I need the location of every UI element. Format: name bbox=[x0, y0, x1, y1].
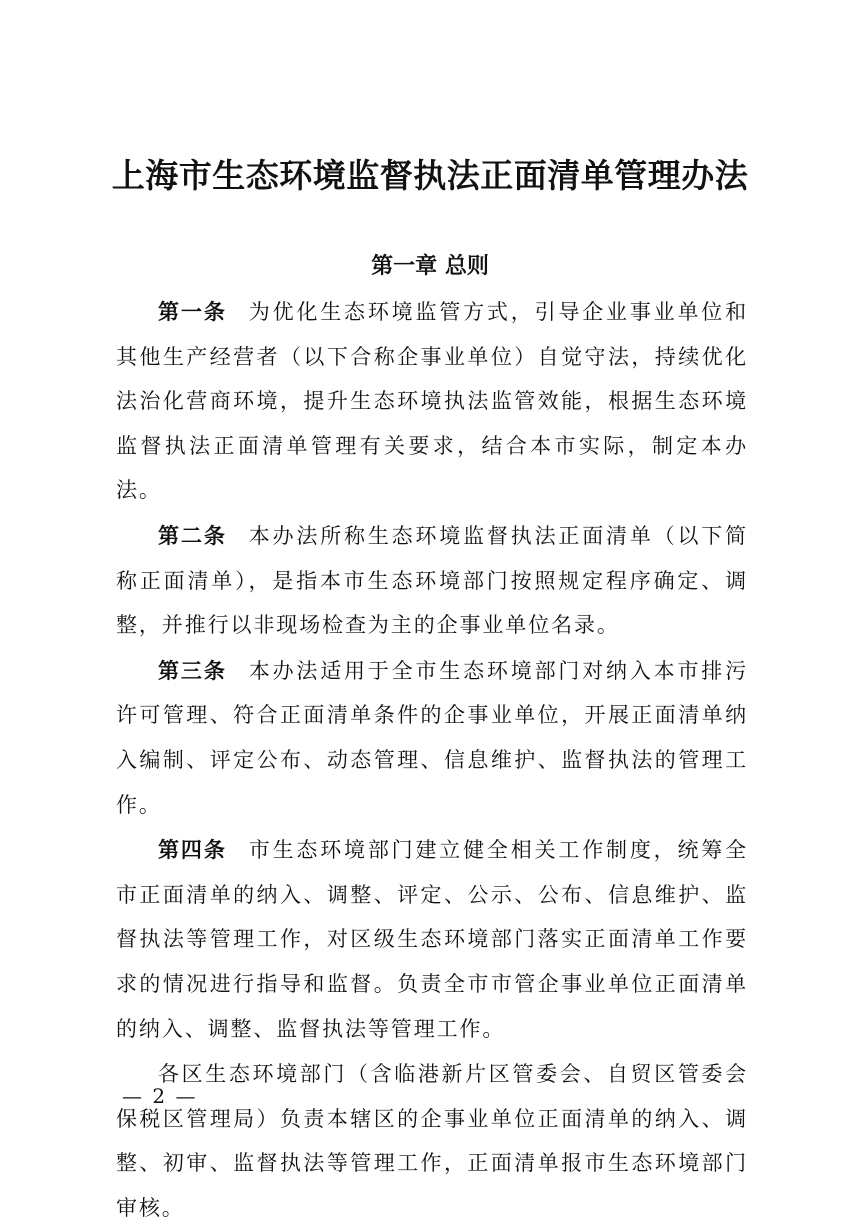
article-2 bbox=[116, 514, 748, 648]
article-label: 第三条 bbox=[158, 658, 227, 683]
article-4 bbox=[116, 828, 748, 1051]
page-number: — 2 — bbox=[122, 1084, 198, 1108]
article-label: 第二条 bbox=[158, 523, 227, 548]
article-label: 第一条 bbox=[158, 300, 227, 324]
article-1 bbox=[116, 290, 748, 513]
article-3 bbox=[116, 649, 748, 827]
body-text bbox=[116, 290, 748, 1230]
chapter-title: 第一章 总则 bbox=[371, 254, 489, 279]
article-text: 为优化生态环境监管方式，引导企业事业单位和其他生产经营者（以下合称企事业单位）自觉守法，持续优化法治化营商环境，提升生态环境执法监管效能，根据生态环境监督执法正面清单管理有关要求，结合本市实际，制定本办法。 bbox=[116, 300, 749, 503]
article-4-continuation bbox=[116, 1052, 748, 1230]
document-title: 上海市生态环境监督执法正面清单管理办法 bbox=[111, 156, 749, 195]
article-label: 第四条 bbox=[158, 838, 227, 863]
article-text: 市生态环境部门建立健全相关工作制度，统筹全市正面清单的纳入、调整、评定、公示、公布、信息维护、监督执法等管理工作，对区级生态环境部门落实正面清单工作要求的情况进行指导和监督。负责全市市管企事业单位正面清单的纳入、调整、监督执法等管理工作。 bbox=[116, 838, 749, 1041]
article-text: 本办法适用于全市生态环境部门对纳入本市排污许可管理、符合正面清单条件的企事业单位，开展正面清单纳入编制、评定公布、动态管理、信息维护、监督执法的管理工作。 bbox=[116, 658, 749, 817]
article-text: 本办法所称生态环境监督执法正面清单（以下简称正面清单），是指本市生态环境部门按照规定程序确定、调整，并推行以非现场检查为主的企事业单位名录。 bbox=[116, 523, 749, 638]
article-text: 各区生态环境部门（含临港新片区管委会、自贸区管委会保税区管理局）负责本辖区的企事业单位正面清单的纳入、调整、初审、监督执法等管理工作，正面清单报市生态环境部门审核。 bbox=[116, 1062, 748, 1220]
